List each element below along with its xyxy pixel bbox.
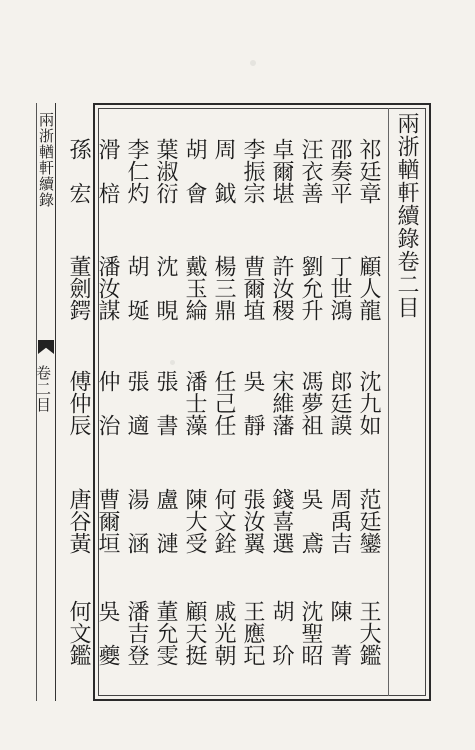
name-entry: 王應玘 bbox=[240, 600, 265, 666]
name-entry: 滑 棓 bbox=[95, 138, 120, 204]
name-entry: 張 書 bbox=[153, 370, 178, 436]
name-entry: 李仁灼 bbox=[124, 138, 149, 204]
name-entry: 任己任 bbox=[211, 370, 236, 436]
name-entry: 張 適 bbox=[124, 370, 149, 436]
name-entry: 錢喜選 bbox=[269, 488, 294, 554]
name-entry: 吳 靜 bbox=[240, 370, 265, 436]
name-entry: 李振宗 bbox=[240, 138, 265, 204]
name-entry: 沈 晛 bbox=[153, 255, 178, 321]
name-entry: 張汝翼 bbox=[240, 488, 265, 554]
name-entry: 馮夢祖 bbox=[298, 370, 323, 436]
name-entry: 胡 埏 bbox=[124, 255, 149, 321]
name-entry: 傅仲辰 bbox=[66, 370, 91, 436]
name-entry: 陳 菁 bbox=[327, 600, 352, 666]
name-entry: 祁廷章 bbox=[356, 138, 381, 204]
name-entry: 顧人龍 bbox=[356, 255, 381, 321]
name-entry: 楊三鼎 bbox=[211, 255, 236, 321]
name-entry: 沈九如 bbox=[356, 370, 381, 436]
name-entry: 潘吉登 bbox=[124, 600, 149, 666]
paper-spot bbox=[250, 60, 256, 66]
name-entry: 董允雯 bbox=[153, 600, 178, 666]
name-entry: 顧天挺 bbox=[182, 600, 207, 666]
name-entry: 何文銓 bbox=[211, 488, 236, 554]
name-entry: 潘汝謀 bbox=[95, 255, 120, 321]
fore-edge-section: 卷二目 bbox=[34, 365, 52, 413]
name-entry: 沈聖昭 bbox=[298, 600, 323, 666]
name-entry: 吳 夔 bbox=[95, 600, 120, 666]
name-entry: 唐谷黃 bbox=[66, 488, 91, 554]
name-entry: 仲 治 bbox=[95, 370, 120, 436]
name-entry: 邵奏平 bbox=[327, 138, 352, 204]
name-entry: 陳大受 bbox=[182, 488, 207, 554]
name-entry: 劉允升 bbox=[298, 255, 323, 321]
name-entry: 董劍鍔 bbox=[66, 255, 91, 321]
name-entry: 丁世鴻 bbox=[327, 255, 352, 321]
name-entry: 郎廷謨 bbox=[327, 370, 352, 436]
name-entry: 湯 涵 bbox=[124, 488, 149, 554]
name-entry: 胡 會 bbox=[182, 138, 207, 204]
name-entry: 戴玉綸 bbox=[182, 255, 207, 321]
name-entry: 曹爾垣 bbox=[95, 488, 120, 554]
name-entry: 吳 鳶 bbox=[298, 488, 323, 554]
name-entry: 葉淑衍 bbox=[153, 138, 178, 204]
name-entry: 范廷鑾 bbox=[356, 488, 381, 554]
name-entry: 胡 玠 bbox=[269, 600, 294, 666]
title-column-rule bbox=[388, 108, 389, 696]
fore-edge-book-title: 兩浙輶軒續錄 bbox=[37, 112, 55, 208]
name-entry: 宋維藩 bbox=[269, 370, 294, 436]
page-title: 兩浙輶軒續錄卷二目 bbox=[394, 112, 419, 319]
name-entry: 周禹吉 bbox=[327, 488, 352, 554]
name-entry: 戚光朝 bbox=[211, 600, 236, 666]
fish-tail-mark bbox=[38, 340, 54, 354]
name-entry: 許汝稷 bbox=[269, 255, 294, 321]
name-entry: 潘士藻 bbox=[182, 370, 207, 436]
name-entry: 曹爾埴 bbox=[240, 255, 265, 321]
fore-edge-inner-rule bbox=[55, 103, 56, 701]
name-entry: 卓爾堪 bbox=[269, 138, 294, 204]
name-entry: 盧 漣 bbox=[153, 488, 178, 554]
name-entry: 周 鉞 bbox=[211, 138, 236, 204]
name-entry: 孫 宏 bbox=[66, 138, 91, 204]
paper-spot bbox=[170, 360, 175, 365]
name-entry: 何文鑑 bbox=[66, 600, 91, 666]
name-entry: 汪衣善 bbox=[298, 138, 323, 204]
name-entry: 王大鑑 bbox=[356, 600, 381, 666]
